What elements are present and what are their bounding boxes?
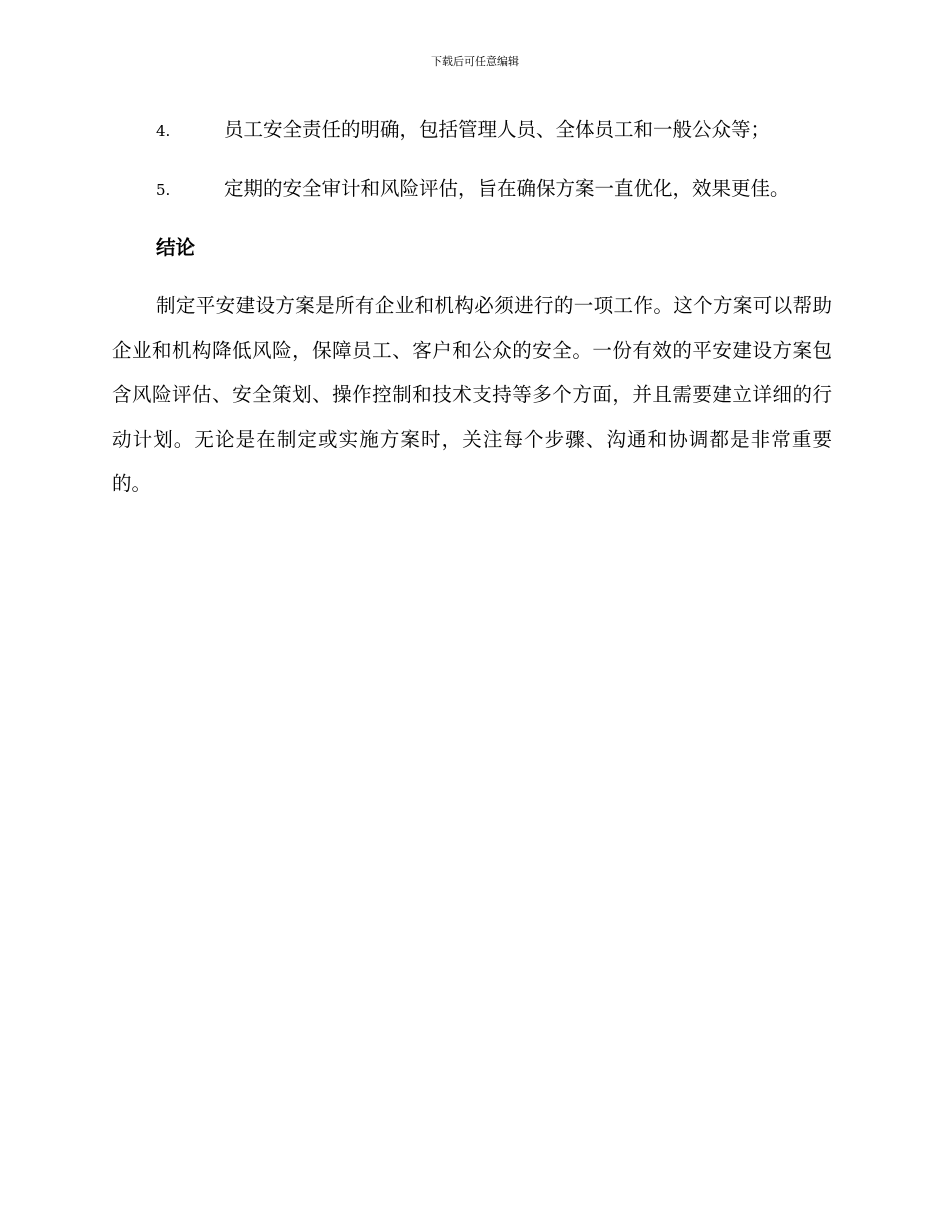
list-item-text: 定期的安全审计和风险评估，旨在确保方案一直优化，效果更佳。 (224, 177, 790, 200)
list-item-text: 员工安全责任的明确，包括管理人员、全体员工和一般公众等； (224, 118, 771, 141)
list-item-number: 4. (156, 122, 171, 140)
conclusion-paragraph: 制定平安建设方案是所有企业和机构必须进行的一项工作。这个方案可以帮助企业和机构降低风险，保障员工、客户和公众的安全。一份有效的平安建设方案包含风险评估、安全策划、操作控制和技术支持等多个方面，并且需要建立详细的行动计划。无论是在制定或实施方案时，关注每个步骤、沟通和协调都是非常重要的。 (112, 294, 832, 495)
section-heading-conclusion: 结论 (156, 236, 196, 259)
list-item (112, 108, 832, 153)
document-body (112, 108, 832, 507)
page-header: 下载后可任意编辑 (431, 55, 519, 68)
list-item-number: 5. (156, 181, 171, 199)
list-item (112, 167, 832, 212)
